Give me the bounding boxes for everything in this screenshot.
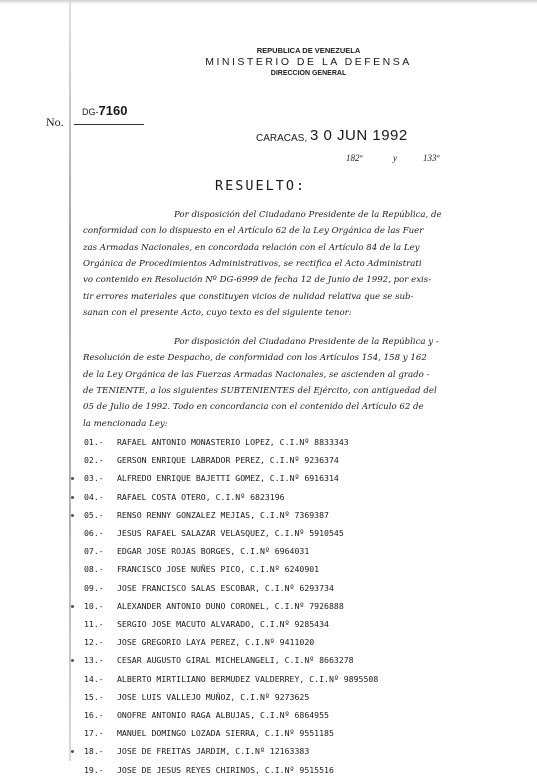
number-label: No. [46,115,64,129]
list-item-number: 12.- [84,637,104,648]
list-item-number: 07.- [84,546,104,557]
margin-dot [71,605,74,608]
list-item-number: 15.- [84,691,104,702]
list-item-text: JOSE GREGORIO LAYA PEREZ, C.I.Nº 9411020 [117,637,315,648]
list-item-number: 02.- [84,455,104,466]
paragraph-line: de la Ley Orgánica de las Fuerzas Armadas Nacionales, se ascienden al grado - [83,369,430,380]
list-item-number: 10.- [84,600,104,611]
paragraph-line: tir errores materiales que constituyen vicios de nulidad relativa que se sub- [83,291,414,302]
list-item-text: JOSE LUIS VALLEJO MUÑOZ, C.I.Nº 9273625 [117,691,310,702]
resolution-number-value: 7160 [98,103,128,118]
list-item [84,488,285,506]
resolution-number-prefix: DG- [82,107,99,117]
list-item-number: 05.- [84,509,104,520]
list-item [84,742,309,760]
list-item [84,469,339,487]
list-item [84,524,344,542]
paragraph-line: conformidad con lo dispuesto en el Artículo 62 de la Ley Orgánica de las Fuer [83,226,424,237]
list-item [84,761,334,779]
number-underline [74,124,144,125]
scan-edge [0,0,537,4]
list-item [84,597,344,615]
list-item [84,451,339,469]
list-item-text: JOSE DE JESUS REYES CHIRINOS, C.I.Nº 9515516 [117,764,334,775]
list-item [84,560,319,578]
list-item-text: JOSE FRANCISCO SALAS ESCOBAR, C.I.Nº 6293734 [117,582,334,593]
header-direction: DIRECCION GENERAL [270,70,347,77]
list-item-number: 14.- [84,673,104,684]
resolution-number [82,103,127,118]
list-item-text: RAFAEL COSTA OTERO, C.I.Nº 6823196 [117,491,285,502]
list-item-text: ONOFRE ANTONIO RAGA ALBUJAS, C.I.Nº 6864955 [117,710,329,720]
list-item [84,433,349,451]
document-title: RESUELTO: [215,178,307,194]
list-item-number: 09.- [84,582,104,593]
margin-dot [71,659,74,662]
list-item-number: 11.- [84,619,104,629]
paragraph-line: Por disposición del Ciudadano Presidente de la República, de [174,210,442,220]
list-item-text: EDGAR JOSE ROJAS BORGES, C.I.Nº 6964031 [117,546,310,557]
list-item-text: RAFAEL ANTONIO MONASTERIO LOPEZ, C.I.Nº 8833343 [117,437,349,447]
list-item-number: 13.- [84,655,104,666]
list-item-number: 08.- [84,564,104,575]
list-item-text: MANUEL DOMINGO LOZADA SIERRA, C.I.Nº 9551185 [117,728,334,739]
paragraph-line: zas Armadas Nacionales, en concordada relación con el Artículo 84 de la Ley [83,242,420,253]
list-item-number: 03.- [84,473,104,484]
year-federation: 133º [423,153,440,163]
header-ministry: MINISTERIO DE LA DEFENSA [205,56,412,68]
margin-dot [71,496,74,499]
list-item-text: ALFREDO ENRIQUE BAJETTI GOMEZ, C.I.Nº 6916314 [117,473,339,484]
list-item-number: 18.- [84,746,104,757]
list-item [84,579,334,597]
list-item [84,615,329,633]
list-item-text: JOSE DE FREITAS JARDIM, C.I.Nº 12163383 [117,746,310,757]
list-item-number: 17.- [84,728,104,739]
paragraph-line: 05 de Julio de 1992. Todo en concordancia con el contenido del Artículo 62 de [83,402,424,413]
list-item-text: ALEXANDER ANTONIO DUNO CORONEL, C.I.Nº 7926888 [117,600,344,611]
margin-dot [71,750,74,753]
list-item-text: ALBERTO MIRTILIANO BERMUDEZ VALDERREY, C.I.Nº 9895508 [117,673,379,684]
list-item-text: CESAR AUGUSTO GIRAL MICHELANGELI, C.I.Nº 8663278 [117,655,354,666]
list-item-text: SERGIO JOSE MACUTO ALVARADO, C.I.Nº 9285434 [117,619,329,629]
paragraph-line: la mencionada Ley: [83,418,168,429]
list-item [84,542,309,560]
list-item-text: JESUS RAFAEL SALAZAR VELASQUEZ, C.I.Nº 5910545 [117,528,344,538]
list-item [84,651,354,669]
margin-dot [71,514,74,517]
margin-rule [69,0,71,761]
paragraph-line: sanan con el presente Acto, cuyo texto es del siguiente tenor: [83,307,352,318]
list-item-number: 06.- [84,528,104,538]
margin-dot [71,477,74,480]
list-item [84,670,378,688]
list-item [84,506,329,524]
paragraph-line: Orgánica de Procedimientos Administrativos, se rectifica el Acto Administrati [83,258,422,269]
list-item-number: 01.- [84,437,104,447]
paragraph-line: Por disposición del Ciudadano Presidente de la República y - [174,337,439,347]
list-item [84,706,329,724]
paragraph-line: Resolución de este Despacho, de conformidad con los Artículos 154, 158 y 162 [83,353,427,364]
list-item-text: GERSON ENRIQUE LABRADOR PEREZ, C.I.Nº 9236374 [117,455,339,466]
list-item-text: RENSO RENNY GONZALEZ MEJIAS, C.I.Nº 7369387 [117,509,329,520]
list-item-number: 19.- [84,764,104,775]
list-item [84,724,334,742]
list-item [84,688,309,706]
header-republic: REPUBLICA DE VENEZUELA [256,46,361,55]
list-item [84,633,314,651]
list-item-number: 04.- [84,491,104,502]
year-independence: 182º [346,153,363,163]
city: CARACAS, [256,133,308,144]
list-item-text: FRANCISCO JOSE NUÑES PICO, C.I.Nº 6240901 [117,564,320,575]
paragraph-line: vo contenido en Resolución Nº DG-6999 de fecha 12 de Junio de 1992, por exis- [83,275,432,286]
year-connector: y [393,153,397,163]
date-stamp: 3 0 JUN 1992 [310,127,408,144]
paragraph-line: de TENIENTE, a los siguientes SUBTENIENTES del Ejército, con antiguedad del [83,385,437,396]
list-item-number: 16.- [84,710,104,720]
